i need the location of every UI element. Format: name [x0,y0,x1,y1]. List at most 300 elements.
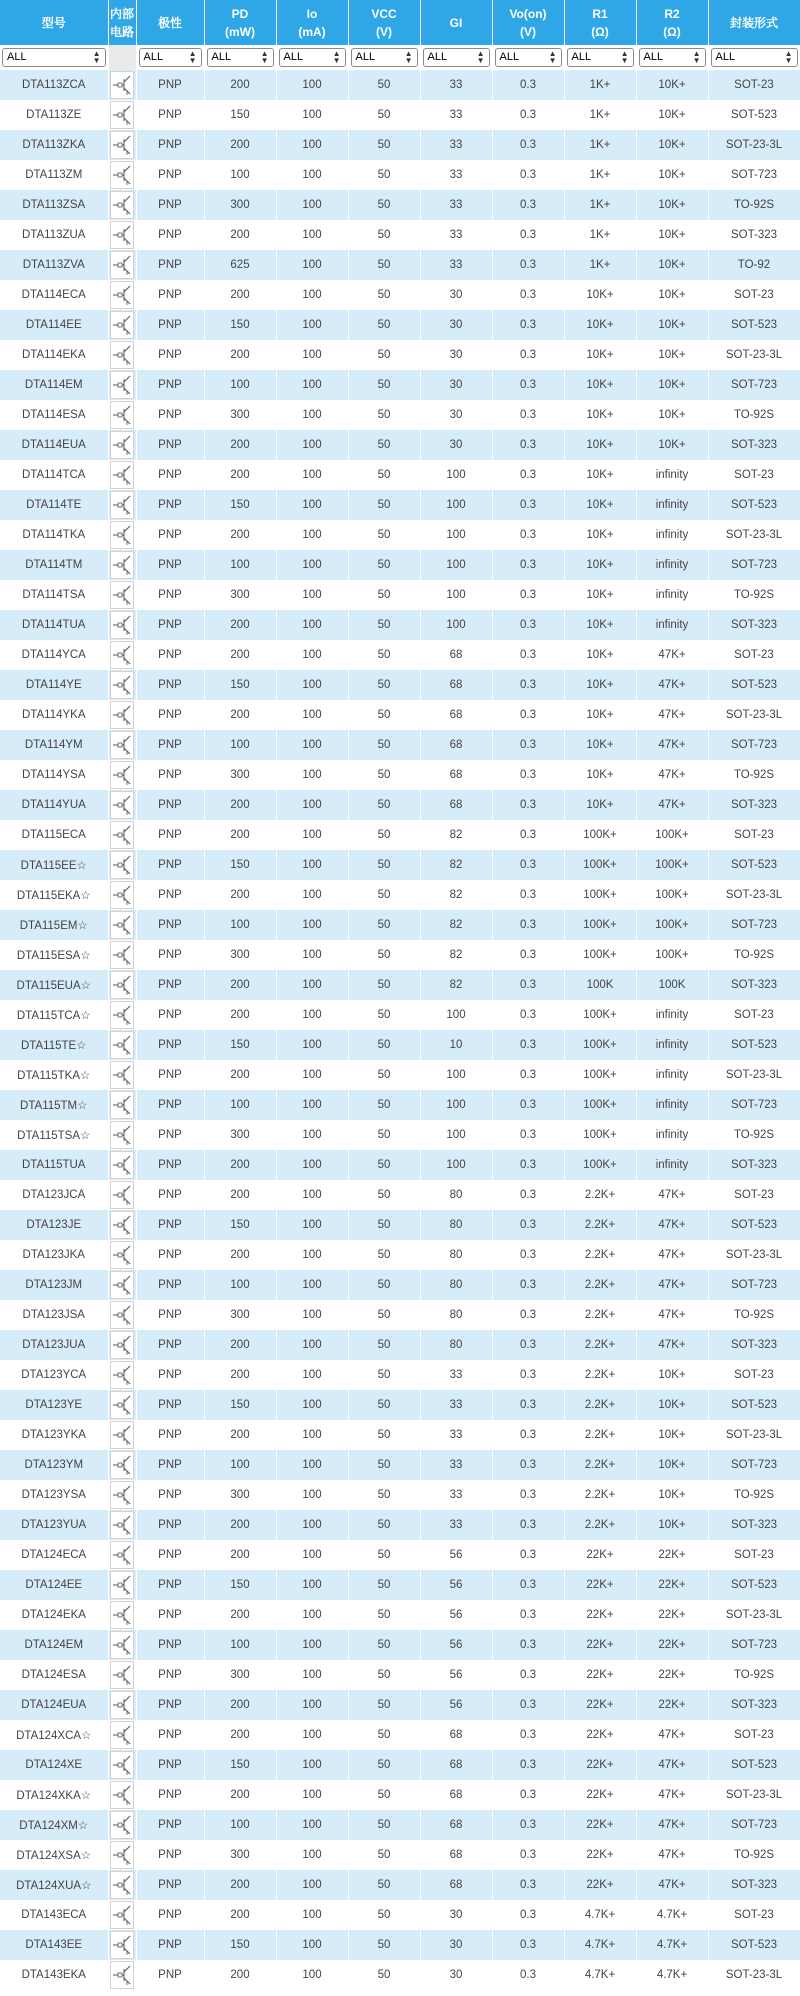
cell-circuit[interactable] [108,1960,136,1990]
cell-vcc: 50 [348,730,420,760]
circuit-diagram-icon[interactable] [110,311,134,339]
cell-polarity: PNP [136,430,204,460]
cell-package-link[interactable]: TO-92S [708,580,800,610]
cell-package-link[interactable]: SOT-323 [708,1150,800,1180]
cell-model: DTA115ESA☆ [0,940,108,970]
cell-circuit[interactable] [108,250,136,280]
cell-r2: 100K+ [636,880,708,910]
cell-r1: 2.2K+ [564,1480,636,1510]
cell-circuit[interactable] [108,1330,136,1360]
circuit-diagram-icon[interactable] [110,371,134,399]
circuit-diagram-icon[interactable] [110,701,134,729]
circuit-diagram-icon[interactable] [110,731,134,759]
header-text: 型号 [41,15,66,30]
cell-vcc: 50 [348,970,420,1000]
cell-circuit[interactable] [108,1600,136,1630]
cell-circuit[interactable] [108,1570,136,1600]
cell-circuit[interactable] [108,310,136,340]
cell-package-link[interactable]: SOT-323 [708,430,800,460]
cell-package-link[interactable]: SOT-523 [708,670,800,700]
header-r2[interactable] [636,0,708,45]
circuit-diagram-icon[interactable] [110,1661,134,1689]
cell-package-link[interactable]: SOT-323 [708,1870,800,1900]
circuit-diagram-icon[interactable] [110,281,134,309]
cell-package-link[interactable]: SOT-323 [708,1510,800,1540]
cell-gi: 100 [420,1000,492,1030]
header-gi[interactable] [420,0,492,45]
header-polarity[interactable] [136,0,204,45]
cell-package-link[interactable]: TO-92S [708,190,800,220]
cell-gi: 33 [420,1360,492,1390]
cell-circuit[interactable] [108,1810,136,1840]
cell-polarity: PNP [136,1210,204,1240]
cell-circuit[interactable] [108,1120,136,1150]
circuit-diagram-icon[interactable] [110,611,134,639]
cell-pd: 100 [204,730,276,760]
cell-circuit[interactable] [108,1450,136,1480]
cell-circuit[interactable] [108,160,136,190]
circuit-diagram-icon[interactable] [110,401,134,429]
cell-polarity: PNP [136,1300,204,1330]
cell-package-link[interactable]: SOT-723 [708,1450,800,1480]
cell-package-link[interactable]: SOT-523 [708,1210,800,1240]
cell-package-link[interactable]: SOT-523 [708,850,800,880]
circuit-diagram-icon[interactable] [110,1931,134,1959]
header-vcc[interactable] [348,0,420,45]
cell-package-link[interactable]: SOT-523 [708,1570,800,1600]
cell-r1: 100K+ [564,940,636,970]
cell-model: DTA123JUA [0,1330,108,1360]
circuit-diagram-icon[interactable] [110,671,134,699]
circuit-diagram-icon[interactable] [110,1751,134,1779]
cell-circuit[interactable] [108,280,136,310]
cell-package-link[interactable]: SOT-23-3L [708,700,800,730]
cell-circuit[interactable] [108,1930,136,1960]
cell-r1: 100K+ [564,1150,636,1180]
circuit-diagram-icon[interactable] [110,1631,134,1659]
table-row [0,1510,800,1540]
cell-vcc: 50 [348,1630,420,1660]
circuit-diagram-icon[interactable] [110,1781,134,1809]
table-row [0,910,800,940]
table-row [0,1570,800,1600]
cell-vcc: 50 [348,310,420,340]
cell-model: DTA114EUA [0,430,108,460]
cell-circuit[interactable] [108,1240,136,1270]
circuit-diagram-icon[interactable] [110,161,134,189]
cell-circuit[interactable] [108,1630,136,1660]
cell-package-link[interactable]: SOT-323 [708,1330,800,1360]
circuit-diagram-icon[interactable] [110,941,134,969]
circuit-diagram-icon[interactable] [110,491,134,519]
cell-package-link[interactable]: SOT-523 [708,490,800,520]
circuit-diagram-icon[interactable] [110,131,134,159]
cell-circuit[interactable] [108,1540,136,1570]
filter-cell [136,45,204,70]
cell-vo-on: 0.3 [492,940,564,970]
circuit-diagram-icon[interactable] [110,1241,134,1269]
cell-package-link[interactable]: SOT-323 [708,790,800,820]
header-io[interactable] [276,0,348,45]
circuit-diagram-icon[interactable] [110,521,134,549]
cell-pd: 200 [204,880,276,910]
cell-circuit[interactable] [108,610,136,640]
table-row [0,460,800,490]
cell-circuit[interactable] [108,1360,136,1390]
table-row [0,550,800,580]
circuit-diagram-icon[interactable] [110,191,134,219]
filter-select-polarity[interactable] [139,48,202,67]
circuit-diagram-icon[interactable] [110,641,134,669]
cell-r2: 10K+ [636,1450,708,1480]
filter-cell [204,45,276,70]
cell-circuit[interactable] [108,370,136,400]
cell-polarity: PNP [136,970,204,1000]
cell-package-link[interactable]: SOT-23-3L [708,1240,800,1270]
header-text: (Ω) [591,24,609,39]
cell-package-link[interactable]: SOT-23-3L [708,880,800,910]
cell-package-link[interactable]: SOT-723 [708,730,800,760]
cell-package-link[interactable]: SOT-723 [708,160,800,190]
circuit-diagram-icon[interactable] [110,341,134,369]
cell-r1: 100K+ [564,1060,636,1090]
cell-model: DTA114YM [0,730,108,760]
header-vo-on[interactable] [492,0,564,45]
circuit-diagram-icon[interactable] [110,1511,134,1539]
cell-package-link[interactable]: TO-92S [708,940,800,970]
cell-circuit[interactable] [108,790,136,820]
cell-pd: 100 [204,1450,276,1480]
circuit-diagram-icon[interactable] [110,911,134,939]
circuit-diagram-icon[interactable] [110,1481,134,1509]
circuit-diagram-icon[interactable] [110,1421,134,1449]
cell-circuit[interactable] [108,910,136,940]
table-row [0,280,800,310]
cell-package-link[interactable]: SOT-723 [708,1810,800,1840]
filter-select-pd[interactable] [207,48,274,67]
cell-circuit[interactable] [108,1870,136,1900]
cell-circuit[interactable] [108,730,136,760]
cell-package-link[interactable]: SOT-323 [708,610,800,640]
cell-vcc: 50 [348,1750,420,1780]
circuit-diagram-icon[interactable] [110,1721,134,1749]
cell-r1: 2.2K+ [564,1450,636,1480]
cell-package-link[interactable]: SOT-723 [708,1630,800,1660]
cell-package-link[interactable]: SOT-723 [708,910,800,940]
cell-package-link[interactable]: SOT-23 [708,70,800,100]
cell-package-link[interactable]: TO-92S [708,760,800,790]
filter-select-gi[interactable] [423,48,490,67]
cell-circuit[interactable] [108,820,136,850]
header-text: 极性 [157,15,182,30]
circuit-diagram-icon[interactable] [110,101,134,129]
cell-circuit[interactable] [108,580,136,610]
cell-r2: infinity [636,610,708,640]
cell-circuit[interactable] [108,850,136,880]
cell-package-link[interactable]: SOT-23 [708,1900,800,1930]
cell-package-link[interactable]: TO-92 [708,250,800,280]
cell-circuit[interactable] [108,1780,136,1810]
cell-package-link[interactable]: SOT-323 [708,970,800,1000]
circuit-diagram-icon[interactable] [110,1451,134,1479]
cell-circuit[interactable] [108,1390,136,1420]
circuit-diagram-icon[interactable] [110,1901,134,1929]
circuit-diagram-icon[interactable] [110,551,134,579]
cell-circuit[interactable] [108,220,136,250]
cell-r2: 10K+ [636,1510,708,1540]
cell-package-link[interactable]: SOT-23-3L [708,520,800,550]
cell-pd: 200 [204,1960,276,1990]
circuit-diagram-icon[interactable] [110,1121,134,1149]
cell-circuit[interactable] [108,490,136,520]
cell-package-link[interactable]: SOT-23-3L [708,1780,800,1810]
cell-circuit[interactable] [108,430,136,460]
circuit-diagram-icon[interactable] [110,251,134,279]
cell-model: DTA124XE [0,1750,108,1780]
cell-package-link[interactable]: SOT-23-3L [708,130,800,160]
cell-vo-on: 0.3 [492,1870,564,1900]
cell-io: 100 [276,940,348,970]
circuit-diagram-icon[interactable] [110,581,134,609]
circuit-diagram-icon[interactable] [110,1331,134,1359]
circuit-diagram-icon[interactable] [110,881,134,909]
cell-circuit[interactable] [108,130,136,160]
cell-package-link[interactable]: SOT-523 [708,310,800,340]
circuit-diagram-icon[interactable] [110,1871,134,1899]
cell-io: 100 [276,1000,348,1030]
circuit-diagram-icon[interactable] [110,1061,134,1089]
header-circuit [108,0,136,45]
cell-vo-on: 0.3 [492,610,564,640]
cell-circuit[interactable] [108,940,136,970]
circuit-diagram-icon[interactable] [110,1391,134,1419]
circuit-diagram-icon[interactable] [110,1961,134,1989]
circuit-diagram-icon[interactable] [110,1091,134,1119]
filter-select-io[interactable] [279,48,346,67]
circuit-diagram-icon[interactable] [110,761,134,789]
cell-r1: 10K+ [564,640,636,670]
cell-circuit[interactable] [108,1030,136,1060]
header-r1[interactable] [564,0,636,45]
cell-io: 100 [276,190,348,220]
cell-package-link[interactable]: SOT-23-3L [708,1060,800,1090]
cell-vcc: 50 [348,1330,420,1360]
cell-package-link[interactable]: SOT-523 [708,1750,800,1780]
cell-circuit[interactable] [108,1690,136,1720]
cell-package-link[interactable]: TO-92S [708,1300,800,1330]
cell-io: 100 [276,1390,348,1420]
cell-io: 100 [276,250,348,280]
cell-package-link[interactable]: SOT-23-3L [708,340,800,370]
cell-vcc: 50 [348,190,420,220]
cell-package-link[interactable]: SOT-23 [708,1360,800,1390]
cell-io: 100 [276,460,348,490]
cell-circuit[interactable] [108,190,136,220]
header-model[interactable] [0,0,108,45]
table-row [0,1210,800,1240]
cell-package-link[interactable]: SOT-723 [708,1270,800,1300]
cell-circuit[interactable] [108,880,136,910]
circuit-diagram-icon[interactable] [110,1301,134,1329]
cell-package-link[interactable]: SOT-23 [708,460,800,490]
cell-pd: 300 [204,400,276,430]
circuit-diagram-icon[interactable] [110,971,134,999]
cell-pd: 150 [204,1930,276,1960]
cell-circuit[interactable] [108,1210,136,1240]
cell-package-link[interactable]: SOT-523 [708,1030,800,1060]
circuit-diagram-icon[interactable] [110,1601,134,1629]
cell-circuit[interactable] [108,700,136,730]
cell-package-link[interactable]: TO-92S [708,1480,800,1510]
cell-package-link[interactable]: SOT-23 [708,1000,800,1030]
circuit-diagram-icon[interactable] [110,1571,134,1599]
cell-polarity: PNP [136,1360,204,1390]
circuit-diagram-icon[interactable] [110,1541,134,1569]
cell-vo-on: 0.3 [492,1240,564,1270]
circuit-diagram-icon[interactable] [110,1271,134,1299]
cell-circuit[interactable] [108,1420,136,1450]
cell-package-link[interactable]: SOT-23-3L [708,1960,800,1990]
cell-package-link[interactable]: SOT-523 [708,100,800,130]
cell-circuit[interactable] [108,1900,136,1930]
circuit-diagram-icon[interactable] [110,1361,134,1389]
cell-package-link[interactable]: SOT-723 [708,1090,800,1120]
cell-vo-on: 0.3 [492,520,564,550]
cell-package-link[interactable]: SOT-23 [708,280,800,310]
cell-circuit[interactable] [108,1090,136,1120]
cell-circuit[interactable] [108,1720,136,1750]
cell-circuit[interactable] [108,1000,136,1030]
cell-gi: 10 [420,1030,492,1060]
cell-package-link[interactable]: TO-92S [708,400,800,430]
cell-r1: 10K+ [564,790,636,820]
filter-cell [708,45,800,70]
circuit-diagram-icon[interactable] [110,431,134,459]
cell-circuit[interactable] [108,1660,136,1690]
circuit-diagram-icon[interactable] [110,1001,134,1029]
cell-r1: 2.2K+ [564,1420,636,1450]
cell-circuit[interactable] [108,100,136,130]
circuit-diagram-icon[interactable] [110,71,134,99]
circuit-diagram-icon[interactable] [110,791,134,819]
circuit-diagram-icon[interactable] [110,821,134,849]
cell-circuit[interactable] [108,550,136,580]
header-text: R1 [592,6,608,21]
circuit-diagram-icon[interactable] [110,1841,134,1869]
cell-circuit[interactable] [108,760,136,790]
cell-circuit[interactable] [108,1750,136,1780]
cell-package-link[interactable]: TO-92S [708,1840,800,1870]
circuit-diagram-icon[interactable] [110,1691,134,1719]
circuit-diagram-icon[interactable] [110,1181,134,1209]
cell-model: DTA115TCA☆ [0,1000,108,1030]
table-row [0,1840,800,1870]
cell-circuit[interactable] [108,460,136,490]
cell-circuit[interactable] [108,340,136,370]
cell-circuit[interactable] [108,1150,136,1180]
cell-package-link[interactable]: SOT-323 [708,220,800,250]
filter-select-model[interactable] [2,48,106,67]
cell-circuit[interactable] [108,1840,136,1870]
cell-circuit[interactable] [108,1300,136,1330]
circuit-diagram-icon[interactable] [110,1811,134,1839]
cell-package-link[interactable]: SOT-523 [708,1930,800,1960]
cell-package-link[interactable]: SOT-23 [708,640,800,670]
cell-circuit[interactable] [108,1480,136,1510]
cell-gi: 68 [420,790,492,820]
filter-select-r2[interactable] [639,48,706,67]
cell-package-link[interactable]: SOT-723 [708,370,800,400]
cell-package-link[interactable]: SOT-23 [708,1180,800,1210]
cell-pd: 200 [204,280,276,310]
cell-circuit[interactable] [108,400,136,430]
cell-r1: 100K+ [564,820,636,850]
cell-package-link[interactable]: SOT-523 [708,1390,800,1420]
cell-package-link[interactable]: SOT-723 [708,550,800,580]
table-row [0,880,800,910]
cell-pd: 200 [204,520,276,550]
circuit-diagram-icon[interactable] [110,1211,134,1239]
filter-select-vcc[interactable] [351,48,418,67]
cell-package-link[interactable]: SOT-323 [708,1690,800,1720]
circuit-diagram-icon[interactable] [110,461,134,489]
cell-pd: 200 [204,1600,276,1630]
table-row [0,850,800,880]
cell-circuit[interactable] [108,520,136,550]
filter-select-package[interactable] [711,48,798,67]
cell-circuit[interactable] [108,1180,136,1210]
filter-select-vo-on[interactable] [495,48,562,67]
filter-cell [276,45,348,70]
cell-circuit[interactable] [108,1270,136,1300]
cell-package-link[interactable]: SOT-23-3L [708,1420,800,1450]
cell-model: DTA115EM☆ [0,910,108,940]
cell-r1: 1K+ [564,160,636,190]
cell-package-link[interactable]: SOT-23-3L [708,1600,800,1630]
cell-circuit[interactable] [108,670,136,700]
filter-select-r1[interactable] [567,48,634,67]
circuit-diagram-icon[interactable] [110,1151,134,1179]
cell-polarity: PNP [136,280,204,310]
cell-circuit[interactable] [108,640,136,670]
circuit-diagram-icon[interactable] [110,221,134,249]
cell-io: 100 [276,1900,348,1930]
cell-polarity: PNP [136,1780,204,1810]
cell-io: 100 [276,1330,348,1360]
cell-package-link[interactable]: SOT-23 [708,1720,800,1750]
cell-r2: infinity [636,1000,708,1030]
cell-circuit[interactable] [108,1510,136,1540]
cell-package-link[interactable]: TO-92S [708,1660,800,1690]
cell-io: 100 [276,1150,348,1180]
cell-circuit[interactable] [108,970,136,1000]
cell-package-link[interactable]: SOT-23 [708,820,800,850]
cell-circuit[interactable] [108,70,136,100]
circuit-diagram-icon[interactable] [110,1031,134,1059]
circuit-diagram-icon[interactable] [110,851,134,879]
cell-package-link[interactable]: TO-92S [708,1120,800,1150]
cell-gi: 100 [420,1120,492,1150]
cell-package-link[interactable]: SOT-23 [708,1540,800,1570]
cell-gi: 100 [420,460,492,490]
header-package[interactable] [708,0,800,45]
cell-io: 100 [276,70,348,100]
header-pd[interactable] [204,0,276,45]
table-body [0,70,800,1990]
table-row [0,700,800,730]
cell-circuit[interactable] [108,1060,136,1090]
cell-r2: 47K+ [636,760,708,790]
